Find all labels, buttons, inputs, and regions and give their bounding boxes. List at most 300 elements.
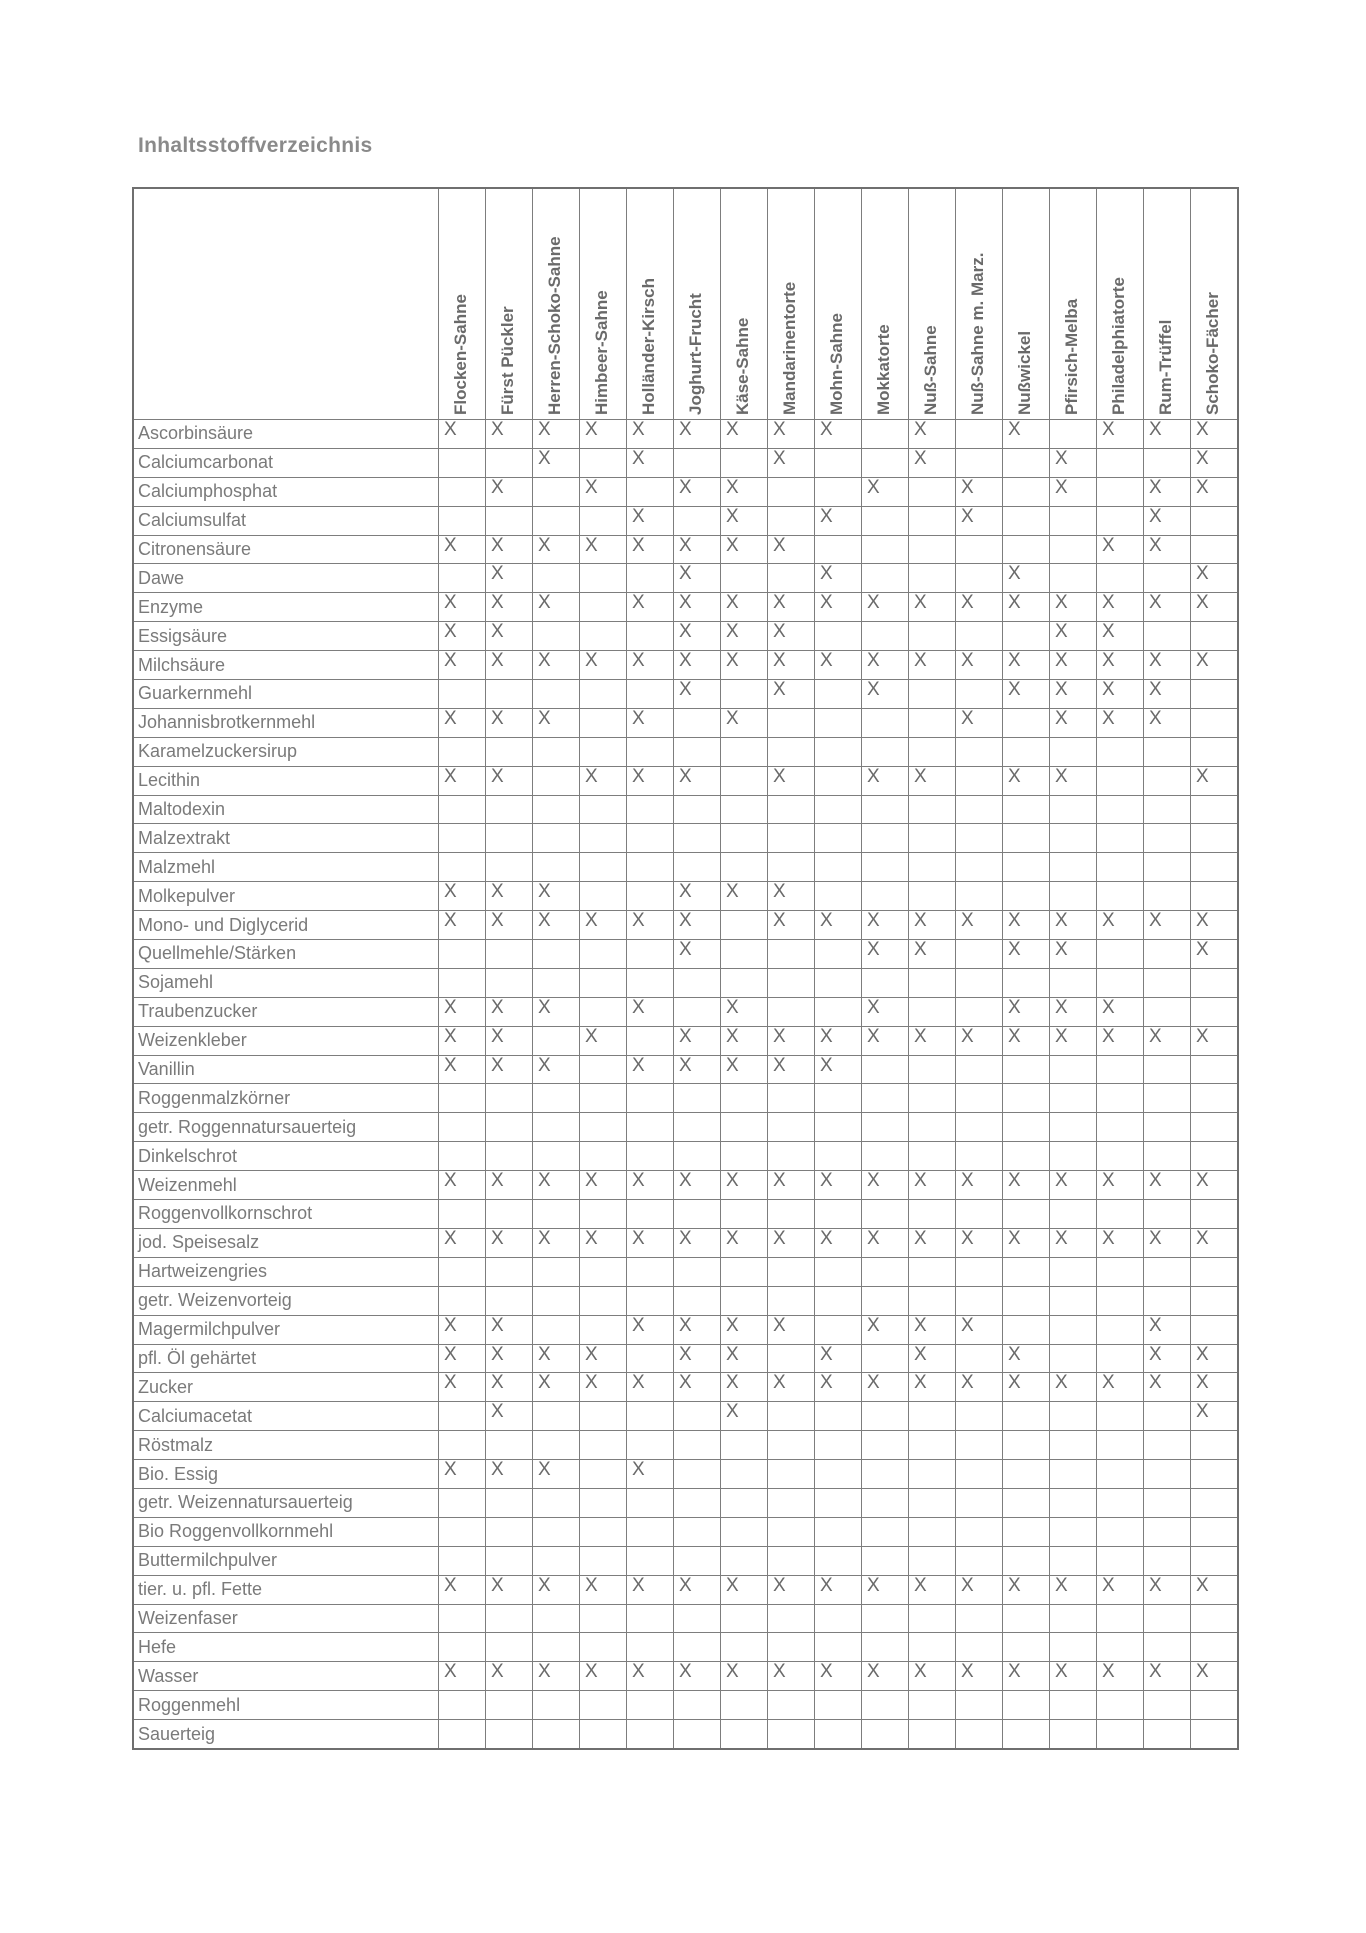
mark-cell [909, 1720, 956, 1749]
mark-cell [1144, 853, 1191, 882]
mark-cell [1097, 1546, 1144, 1575]
table-row [133, 564, 1238, 593]
mark-cell [721, 680, 768, 709]
mark-cell: X [1003, 1228, 1050, 1257]
mark-cell: X [486, 1228, 533, 1257]
mark-cell [439, 1286, 486, 1315]
mark-cell [721, 911, 768, 940]
mark-cell: X [909, 1662, 956, 1691]
mark-cell [1097, 1604, 1144, 1633]
mark-cell [815, 940, 862, 969]
product-name: Mandarinentorte [780, 281, 799, 415]
product-header [862, 188, 909, 420]
mark-cell [1191, 795, 1239, 824]
mark-cell [1050, 737, 1097, 766]
mark-cell [580, 1517, 627, 1546]
product-name: Nuß-Sahne m. Marz. [968, 252, 987, 415]
mark-cell [1144, 1084, 1191, 1113]
mark-cell: X [956, 1373, 1003, 1402]
mark-cell: X [580, 651, 627, 680]
mark-cell: X [627, 1315, 674, 1344]
mark-cell: X [721, 1344, 768, 1373]
product-name: Philadelphiatorte [1109, 277, 1128, 415]
mark-cell [1050, 1604, 1097, 1633]
mark-cell [1050, 1200, 1097, 1229]
mark-cell [1003, 1402, 1050, 1431]
mark-cell: X [956, 1171, 1003, 1200]
product-header [1191, 188, 1239, 420]
mark-cell: X [1144, 593, 1191, 622]
mark-cell [1097, 564, 1144, 593]
mark-cell [580, 1402, 627, 1431]
mark-cell [815, 1691, 862, 1720]
mark-cell [1050, 1315, 1097, 1344]
mark-cell: X [1097, 911, 1144, 940]
mark-cell: X [1144, 911, 1191, 940]
mark-cell [1050, 1691, 1097, 1720]
mark-cell [909, 1604, 956, 1633]
mark-cell [815, 1720, 862, 1749]
mark-cell [956, 420, 1003, 449]
mark-cell [956, 564, 1003, 593]
mark-cell [956, 1200, 1003, 1229]
mark-cell [1003, 1460, 1050, 1489]
mark-cell: X [674, 1171, 721, 1200]
mark-cell [627, 1720, 674, 1749]
mark-cell [580, 1488, 627, 1517]
ingredient-name: Bio. Essig [133, 1460, 439, 1489]
mark-cell: X [909, 1171, 956, 1200]
mark-cell [956, 997, 1003, 1026]
mark-cell [1050, 824, 1097, 853]
mark-cell [1050, 420, 1097, 449]
mark-cell: X [909, 766, 956, 795]
mark-cell [486, 940, 533, 969]
mark-cell [580, 708, 627, 737]
mark-cell: X [1097, 1026, 1144, 1055]
table-row [133, 1084, 1238, 1113]
mark-cell [533, 1517, 580, 1546]
mark-cell [1097, 1344, 1144, 1373]
mark-cell [768, 1517, 815, 1546]
mark-cell: X [439, 911, 486, 940]
mark-cell: X [909, 1373, 956, 1402]
mark-cell [768, 1286, 815, 1315]
mark-cell: X [721, 1315, 768, 1344]
product-header [721, 188, 768, 420]
mark-cell: X [909, 940, 956, 969]
mark-cell [486, 1431, 533, 1460]
mark-cell: X [768, 882, 815, 911]
mark-cell: X [1144, 1315, 1191, 1344]
mark-cell [862, 1546, 909, 1575]
mark-cell: X [768, 680, 815, 709]
mark-cell: X [1144, 1228, 1191, 1257]
mark-cell [815, 997, 862, 1026]
mark-cell [1003, 853, 1050, 882]
mark-cell [1050, 1488, 1097, 1517]
mark-cell [580, 564, 627, 593]
mark-cell: X [486, 564, 533, 593]
mark-cell: X [909, 1026, 956, 1055]
mark-cell [580, 997, 627, 1026]
mark-cell [674, 1517, 721, 1546]
mark-cell: X [486, 535, 533, 564]
mark-cell [721, 1604, 768, 1633]
mark-cell [956, 1488, 1003, 1517]
mark-cell [627, 1257, 674, 1286]
mark-cell [1003, 882, 1050, 911]
mark-cell [768, 940, 815, 969]
mark-cell [815, 622, 862, 651]
table-row [133, 622, 1238, 651]
mark-cell [533, 1431, 580, 1460]
mark-cell: X [1191, 1402, 1239, 1431]
mark-cell: X [580, 1228, 627, 1257]
mark-cell [815, 1286, 862, 1315]
mark-cell: X [768, 593, 815, 622]
mark-cell [533, 1546, 580, 1575]
product-header [1144, 188, 1191, 420]
mark-cell [721, 1691, 768, 1720]
table-row [133, 1431, 1238, 1460]
ingredient-name: Sojamehl [133, 968, 439, 997]
mark-cell: X [1144, 1171, 1191, 1200]
table-row [133, 477, 1238, 506]
mark-cell: X [721, 593, 768, 622]
mark-cell [721, 1431, 768, 1460]
table-row [133, 795, 1238, 824]
mark-cell [1191, 968, 1239, 997]
mark-cell [1050, 1257, 1097, 1286]
mark-cell: X [909, 1228, 956, 1257]
mark-cell [1191, 1431, 1239, 1460]
mark-cell [486, 1720, 533, 1749]
table-row [133, 1344, 1238, 1373]
mark-cell: X [815, 911, 862, 940]
mark-cell [909, 1691, 956, 1720]
mark-cell: X [486, 1344, 533, 1373]
mark-cell [956, 535, 1003, 564]
mark-cell [674, 1113, 721, 1142]
product-name: Rum-Trüffel [1156, 319, 1175, 415]
product-header [1050, 188, 1097, 420]
mark-cell [1097, 1257, 1144, 1286]
mark-cell [862, 1142, 909, 1171]
mark-cell: X [674, 420, 721, 449]
mark-cell: X [815, 1662, 862, 1691]
mark-cell [533, 1200, 580, 1229]
document-title: Inhaltsstoffverzeichnis [138, 134, 373, 157]
mark-cell [627, 564, 674, 593]
mark-cell [1097, 1084, 1144, 1113]
mark-cell: X [439, 1344, 486, 1373]
mark-cell [580, 795, 627, 824]
ingredient-name: Johannisbrotkernmehl [133, 708, 439, 737]
mark-cell [909, 853, 956, 882]
mark-cell: X [1050, 680, 1097, 709]
mark-cell [486, 1286, 533, 1315]
mark-cell: X [815, 1373, 862, 1402]
mark-cell [1191, 1720, 1239, 1749]
mark-cell [721, 824, 768, 853]
mark-cell [862, 1084, 909, 1113]
mark-cell: X [1003, 911, 1050, 940]
mark-cell [439, 448, 486, 477]
mark-cell [1003, 1142, 1050, 1171]
mark-cell [533, 1084, 580, 1113]
product-name: Schoko-Fächer [1203, 292, 1222, 415]
ingredient-name: Weizenkleber [133, 1026, 439, 1055]
mark-cell [768, 853, 815, 882]
mark-cell: X [580, 911, 627, 940]
mark-cell: X [815, 1228, 862, 1257]
mark-cell: X [1144, 1575, 1191, 1604]
mark-cell [580, 1142, 627, 1171]
mark-cell [1191, 1257, 1239, 1286]
mark-cell: X [768, 1662, 815, 1691]
mark-cell [1191, 1488, 1239, 1517]
ingredient-name: Calciumsulfat [133, 506, 439, 535]
mark-cell [768, 1720, 815, 1749]
mark-cell [1003, 1315, 1050, 1344]
mark-cell [439, 795, 486, 824]
mark-cell [909, 997, 956, 1026]
mark-cell [956, 1604, 1003, 1633]
mark-cell [674, 1431, 721, 1460]
ingredient-name: Karamelzuckersirup [133, 737, 439, 766]
mark-cell [815, 1084, 862, 1113]
mark-cell [721, 1546, 768, 1575]
mark-cell: X [1191, 564, 1239, 593]
mark-cell [580, 824, 627, 853]
mark-cell [721, 853, 768, 882]
mark-cell: X [1050, 651, 1097, 680]
mark-cell [1144, 1691, 1191, 1720]
table-row [133, 1315, 1238, 1344]
mark-cell [627, 1402, 674, 1431]
ingredient-name: Magermilchpulver [133, 1315, 439, 1344]
ingredient-name: Buttermilchpulver [133, 1546, 439, 1575]
mark-cell [486, 1633, 533, 1662]
table-row [133, 593, 1238, 622]
mark-cell: X [1191, 1026, 1239, 1055]
mark-cell [1097, 1720, 1144, 1749]
mark-cell [533, 968, 580, 997]
mark-cell [674, 1402, 721, 1431]
mark-cell: X [956, 651, 1003, 680]
mark-cell [486, 968, 533, 997]
mark-cell [439, 1720, 486, 1749]
mark-cell: X [533, 911, 580, 940]
mark-cell [1097, 506, 1144, 535]
mark-cell [627, 1344, 674, 1373]
mark-cell: X [768, 1171, 815, 1200]
mark-cell: X [768, 1026, 815, 1055]
mark-cell: X [580, 1373, 627, 1402]
mark-cell [533, 1402, 580, 1431]
mark-cell: X [627, 1373, 674, 1402]
mark-cell: X [533, 997, 580, 1026]
ingredient-name: getr. Weizenvorteig [133, 1286, 439, 1315]
ingredient-name: Calciumcarbonat [133, 448, 439, 477]
mark-cell [909, 1633, 956, 1662]
mark-cell [1003, 1113, 1050, 1142]
mark-cell [580, 1286, 627, 1315]
product-header [1097, 188, 1144, 420]
mark-cell [1003, 1055, 1050, 1084]
mark-cell [721, 448, 768, 477]
mark-cell: X [439, 535, 486, 564]
mark-cell [1050, 1546, 1097, 1575]
mark-cell: X [862, 593, 909, 622]
mark-cell [956, 1286, 1003, 1315]
mark-cell [909, 1546, 956, 1575]
mark-cell [768, 737, 815, 766]
mark-cell: X [580, 477, 627, 506]
mark-cell [815, 1460, 862, 1489]
table-row [133, 940, 1238, 969]
mark-cell: X [533, 1055, 580, 1084]
mark-cell: X [627, 1460, 674, 1489]
mark-cell [1191, 1460, 1239, 1489]
mark-cell [1097, 853, 1144, 882]
mark-cell [1144, 1431, 1191, 1460]
mark-cell: X [439, 1026, 486, 1055]
mark-cell [486, 1200, 533, 1229]
product-header [768, 188, 815, 420]
mark-cell: X [580, 1575, 627, 1604]
mark-cell [956, 737, 1003, 766]
table-row [133, 766, 1238, 795]
mark-cell [956, 853, 1003, 882]
mark-cell: X [486, 1402, 533, 1431]
mark-cell: X [627, 766, 674, 795]
mark-cell [956, 824, 1003, 853]
mark-cell [768, 1084, 815, 1113]
mark-cell: X [439, 1575, 486, 1604]
mark-cell [1191, 535, 1239, 564]
mark-cell [909, 535, 956, 564]
product-name: Flocken-Sahne [451, 294, 470, 415]
mark-cell [674, 1546, 721, 1575]
mark-cell: X [1050, 1228, 1097, 1257]
mark-cell: X [721, 1228, 768, 1257]
mark-cell [1003, 448, 1050, 477]
ingredient-name: Sauerteig [133, 1720, 439, 1749]
mark-cell: X [768, 651, 815, 680]
mark-cell [1191, 1517, 1239, 1546]
mark-cell [862, 1286, 909, 1315]
mark-cell: X [674, 1662, 721, 1691]
mark-cell: X [533, 1373, 580, 1402]
mark-cell [956, 1720, 1003, 1749]
mark-cell: X [815, 1171, 862, 1200]
corner-cell [133, 188, 439, 420]
mark-cell [1144, 1113, 1191, 1142]
mark-cell [674, 1720, 721, 1749]
mark-cell: X [533, 448, 580, 477]
mark-cell [580, 1546, 627, 1575]
mark-cell: X [439, 997, 486, 1026]
mark-cell [674, 708, 721, 737]
mark-cell [627, 1431, 674, 1460]
mark-cell [439, 1142, 486, 1171]
mark-cell: X [1050, 448, 1097, 477]
mark-cell [862, 622, 909, 651]
mark-cell: X [956, 1228, 1003, 1257]
mark-cell: X [580, 420, 627, 449]
mark-cell: X [1191, 911, 1239, 940]
mark-cell: X [486, 882, 533, 911]
mark-cell [721, 1488, 768, 1517]
mark-cell: X [439, 1662, 486, 1691]
mark-cell [580, 1113, 627, 1142]
mark-cell [1144, 1488, 1191, 1517]
mark-cell [486, 795, 533, 824]
mark-cell [768, 1633, 815, 1662]
product-header [533, 188, 580, 420]
table-row [133, 1517, 1238, 1546]
mark-cell: X [1050, 1662, 1097, 1691]
mark-cell: X [533, 882, 580, 911]
mark-cell: X [1097, 1373, 1144, 1402]
mark-cell [862, 1604, 909, 1633]
mark-cell: X [486, 766, 533, 795]
ingredient-name: Mono- und Diglycerid [133, 911, 439, 940]
mark-cell [1050, 795, 1097, 824]
product-name: Nuß-Sahne [921, 325, 940, 415]
table-row [133, 882, 1238, 911]
mark-cell [674, 1633, 721, 1662]
mark-cell [1050, 1142, 1097, 1171]
mark-cell [1144, 882, 1191, 911]
mark-cell: X [815, 420, 862, 449]
mark-cell: X [674, 1315, 721, 1344]
mark-cell: X [721, 1026, 768, 1055]
mark-cell [674, 824, 721, 853]
mark-cell: X [768, 1315, 815, 1344]
mark-cell: X [1050, 477, 1097, 506]
ingredient-name: Essigsäure [133, 622, 439, 651]
mark-cell: X [1003, 564, 1050, 593]
mark-cell: X [815, 1026, 862, 1055]
mark-cell: X [721, 1373, 768, 1402]
mark-cell: X [721, 477, 768, 506]
mark-cell: X [909, 448, 956, 477]
mark-cell [815, 1431, 862, 1460]
mark-cell: X [674, 477, 721, 506]
mark-cell: X [1191, 1575, 1239, 1604]
mark-cell: X [909, 420, 956, 449]
mark-cell [674, 968, 721, 997]
mark-cell [533, 1113, 580, 1142]
mark-cell: X [627, 1575, 674, 1604]
table-row [133, 1026, 1238, 1055]
mark-cell [627, 1691, 674, 1720]
product-header [815, 188, 862, 420]
table-row [133, 651, 1238, 680]
mark-cell: X [956, 593, 1003, 622]
mark-cell [439, 853, 486, 882]
mark-cell: X [1191, 651, 1239, 680]
mark-cell [815, 1257, 862, 1286]
mark-cell [1144, 564, 1191, 593]
mark-cell [580, 1460, 627, 1489]
mark-cell [721, 1084, 768, 1113]
mark-cell: X [815, 1344, 862, 1373]
mark-cell: X [533, 1171, 580, 1200]
